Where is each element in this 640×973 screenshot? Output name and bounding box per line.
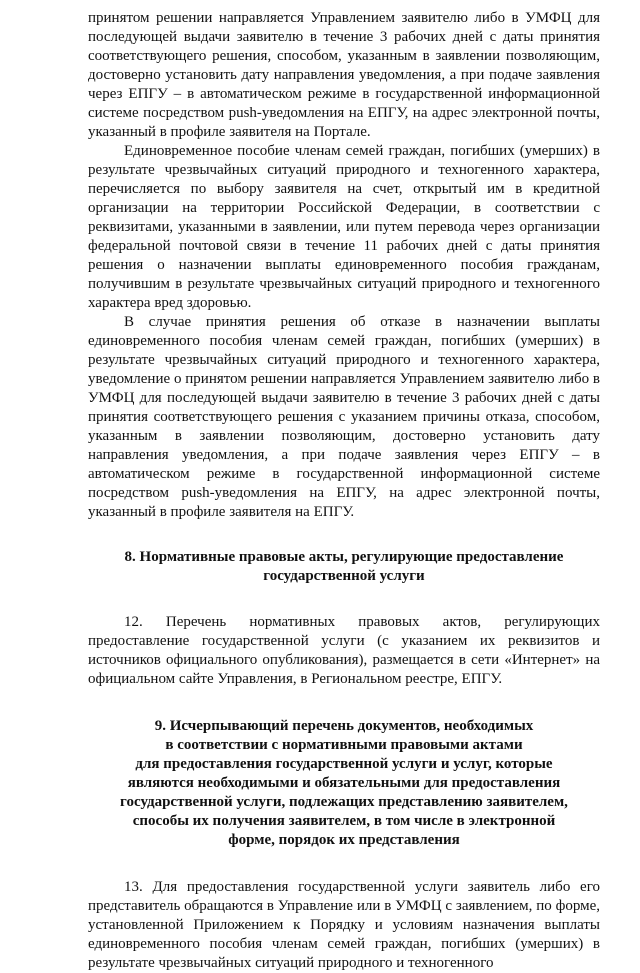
paragraph-refusal-notification: В случае принятия решения об отказе в назначении выплаты единовременного пособия членам семей граждан, погибших (умерших) в результате чрезвычайных ситуаций природного и техногенного характера, уведомление о принятом решении направляется Управлением заявителю либо в УМФЦ для последующей выдачи заявителю в течение 3 рабочих дней с даты принятия соответствующего решения с указанием причины отказа, способом, указанным в заявлении позволяющим, достоверно установить дату направления уведомления, а при подаче заявления через ЕПГУ – в автоматическом режиме в государственной информационной системе посредством push-уведомления на ЕПГУ, на адрес электронной почты, указанный в профиле заявителя на ЕПГУ.	[88, 314, 600, 520]
section-9-heading-line: для предоставления государственной услуги и услуг, которые	[135, 756, 553, 772]
section-8-heading-line: 8. Нормативные правовые акты, регулирующие предоставление	[124, 549, 564, 565]
document-page	[88, 9, 600, 973]
section-9-heading-line: способы их получения заявителем, в том числе в электронной	[132, 813, 556, 829]
section-9-heading-line: форме, порядок их представления	[228, 832, 460, 848]
paragraph-13-application: 13. Для предоставления государственной услуги заявитель либо его представитель обращаются в Управление или в УМФЦ с заявлением, по форме, установленной Приложением к Порядку и условиям назначения выплаты единовременного пособия членам семей граждан, погибших (умерших) в результате чрезвычайных ситуаций природного и техногенного	[88, 879, 600, 971]
section-8-heading-line: государственной услуги	[263, 568, 425, 584]
section-9-heading-line: являются необходимыми и обязательными для предоставления	[127, 775, 561, 791]
paragraph-notification-approval: принятом решении направляется Управлением заявителю либо в УМФЦ для последующей выдачи заявителю в течение 3 рабочих дней с даты принятия соответствующего решения, способом, указанным в заявлении позволяющим, достоверно установить дату направления уведомления, а при подаче заявления через ЕПГУ – в автоматическом режиме в государственной информационной системе посредством push-уведомления на ЕПГУ, на адрес электронной почты, указанный в профиле заявителя на Портале.	[88, 10, 600, 140]
section-9-heading	[88, 717, 600, 850]
section-9-heading-line: 9. Исчерпывающий перечень документов, необходимых	[154, 718, 534, 734]
paragraph-payment-transfer: Единовременное пособие членам семей граждан, погибших (умерших) в результате чрезвычайных ситуаций природного и техногенного характера, перечисляется по выбору заявителя на счет, открытый им в кредитной организации на территории Российской Федерации, в соответствии с реквизитами, указанными в заявлении, или путем перевода через организации федеральной почтовой связи в течение 11 рабочих дней с даты принятия решения о назначении выплаты единовременного пособия гражданам, получившим в результате чрезвычайных ситуаций природного и техногенного характера вред здоровью.	[88, 143, 600, 311]
section-9-heading-line: государственной услуги, подлежащих представлению заявителем,	[120, 794, 568, 810]
paragraph-12-legal-acts: 12. Перечень нормативных правовых актов, регулирующих предоставление государственной услуги (с указанием их реквизитов и источников официального опубликования), размещается в сети «Интернет» на официальном сайте Управления, в Региональном реестре, ЕПГУ.	[88, 614, 600, 687]
section-8-heading	[88, 548, 600, 586]
section-9-heading-line: в соответствии с нормативными правовыми актами	[165, 737, 523, 753]
